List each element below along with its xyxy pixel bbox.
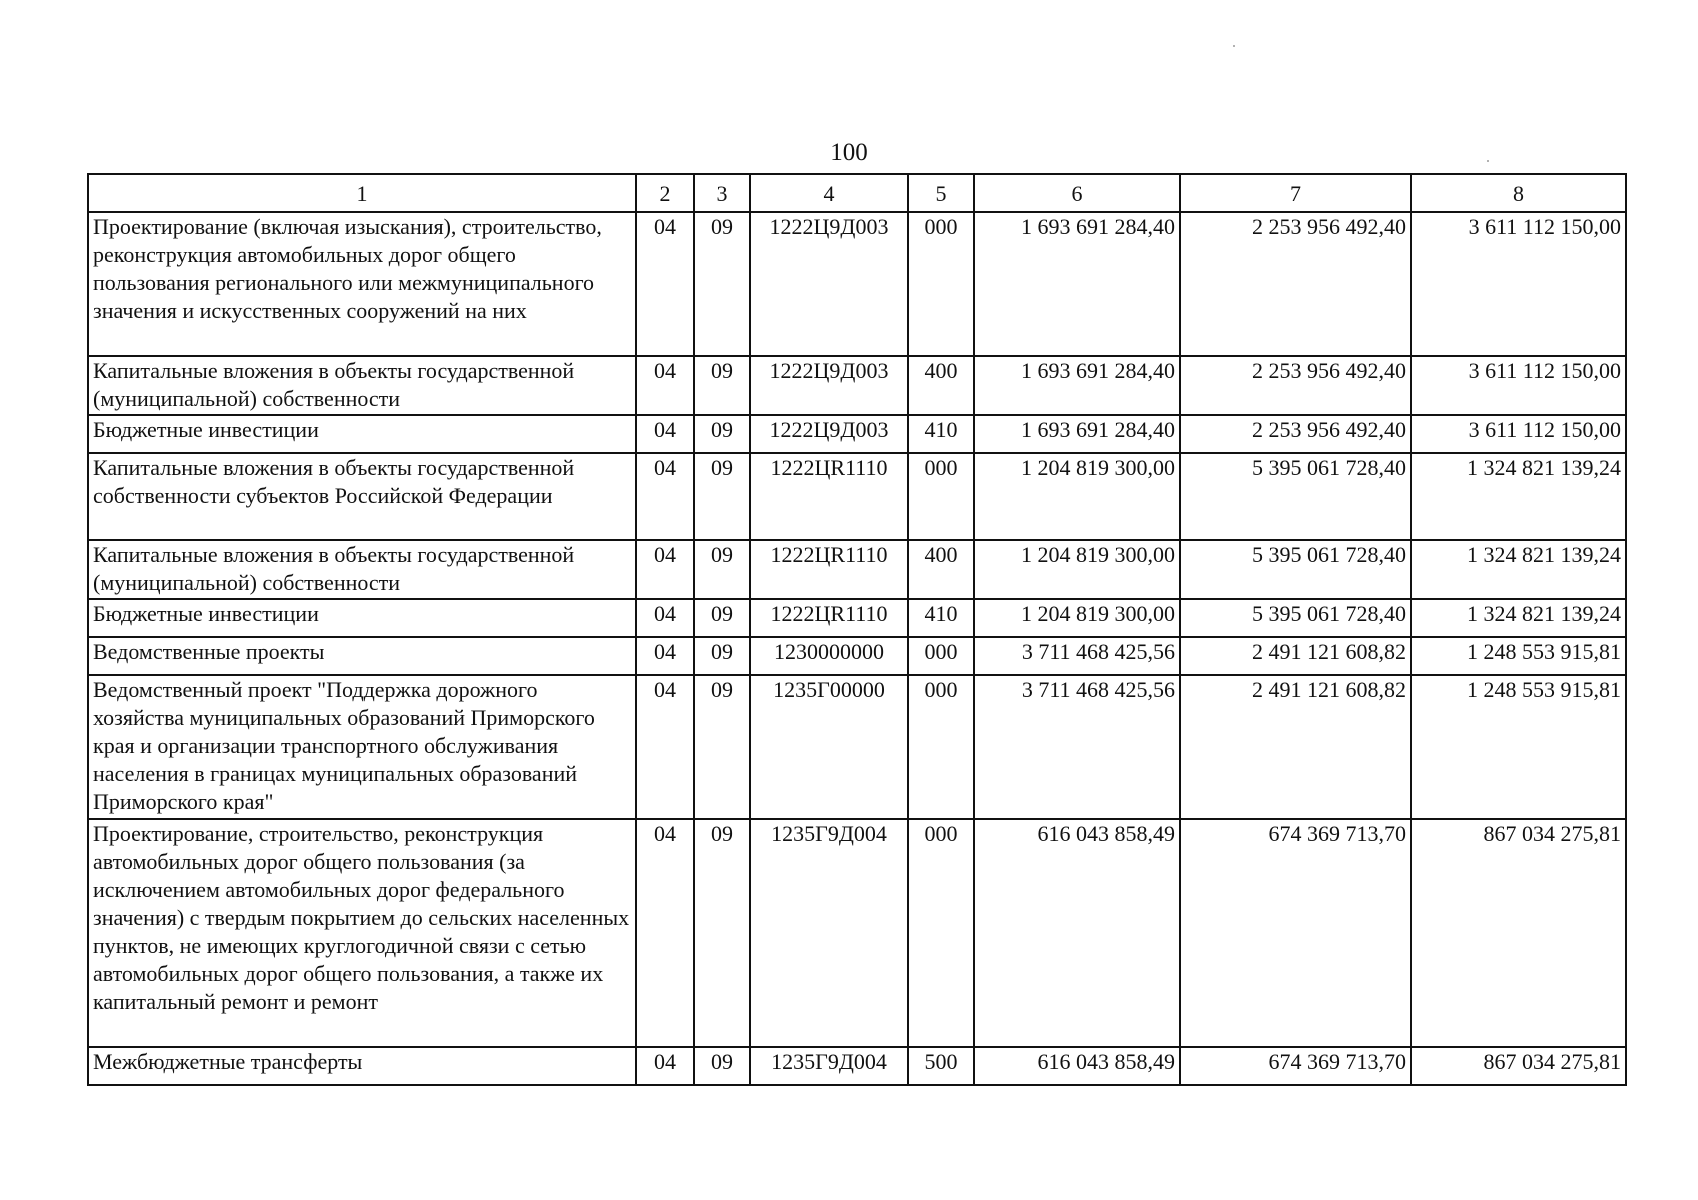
row-name: Проектирование, строительство, реконструкция автомобильных дорог общего пользования (за исключением автомобильных дорог федерального значения) с твердым покрытием до сельских населенных пунктов, не имеющих круглогодичной связи с сетью автомобильных дорог общего пользования, а также их капитальный ремонт и ремонт xyxy=(88,819,636,1047)
row-amount-col6: 1 204 819 300,00 xyxy=(974,599,1180,637)
row-amount-col6: 1 693 691 284,40 xyxy=(974,356,1180,415)
row-amount-col8: 867 034 275,81 xyxy=(1411,819,1626,1047)
table-row xyxy=(88,453,1626,540)
table-row xyxy=(88,540,1626,599)
row-target-article-code: 1230000000 xyxy=(750,637,908,675)
column-header-3: 3 xyxy=(694,174,750,212)
row-amount-col7: 674 369 713,70 xyxy=(1180,1047,1411,1085)
row-amount-col8: 1 248 553 915,81 xyxy=(1411,637,1626,675)
row-amount-col6: 1 204 819 300,00 xyxy=(974,540,1180,599)
table-row xyxy=(88,1047,1626,1085)
scan-speck xyxy=(1487,160,1489,162)
row-target-article-code: 1222ЦR1110 xyxy=(750,453,908,540)
row-subsection-code: 09 xyxy=(694,453,750,540)
row-expense-type-code: 400 xyxy=(908,540,974,599)
row-expense-type-code: 000 xyxy=(908,453,974,540)
scan-speck xyxy=(1233,45,1235,47)
row-subsection-code: 09 xyxy=(694,637,750,675)
row-amount-col8: 3 611 112 150,00 xyxy=(1411,415,1626,453)
row-amount-col7: 674 369 713,70 xyxy=(1180,819,1411,1047)
page-number: 100 xyxy=(830,139,868,166)
row-section-code: 04 xyxy=(636,453,694,540)
row-name: Межбюджетные трансферты xyxy=(88,1047,636,1085)
row-amount-col8: 1 324 821 139,24 xyxy=(1411,599,1626,637)
row-target-article-code: 1222Ц9Д003 xyxy=(750,356,908,415)
row-section-code: 04 xyxy=(636,1047,694,1085)
row-expense-type-code: 000 xyxy=(908,819,974,1047)
row-subsection-code: 09 xyxy=(694,212,750,356)
row-amount-col8: 1 324 821 139,24 xyxy=(1411,453,1626,540)
row-amount-col6: 3 711 468 425,56 xyxy=(974,637,1180,675)
row-section-code: 04 xyxy=(636,356,694,415)
table-row xyxy=(88,356,1626,415)
row-section-code: 04 xyxy=(636,637,694,675)
row-target-article-code: 1235Г9Д004 xyxy=(750,1047,908,1085)
table-row xyxy=(88,819,1626,1047)
column-header-4: 4 xyxy=(750,174,908,212)
row-amount-col6: 1 204 819 300,00 xyxy=(974,453,1180,540)
row-amount-col8: 3 611 112 150,00 xyxy=(1411,212,1626,356)
row-section-code: 04 xyxy=(636,415,694,453)
row-subsection-code: 09 xyxy=(694,1047,750,1085)
row-expense-type-code: 500 xyxy=(908,1047,974,1085)
row-target-article-code: 1235Г00000 xyxy=(750,675,908,819)
row-amount-col7: 2 253 956 492,40 xyxy=(1180,212,1411,356)
row-name: Проектирование (включая изыскания), строительство, реконструкция автомобильных дорог общего пользования регионального или межмуниципального значения и искусственных сооружений на них xyxy=(88,212,636,356)
row-subsection-code: 09 xyxy=(694,540,750,599)
row-subsection-code: 09 xyxy=(694,415,750,453)
row-section-code: 04 xyxy=(636,540,694,599)
row-name: Капитальные вложения в объекты государственной (муниципальной) собственности xyxy=(88,356,636,415)
table-row xyxy=(88,415,1626,453)
row-amount-col7: 2 491 121 608,82 xyxy=(1180,637,1411,675)
row-amount-col6: 3 711 468 425,56 xyxy=(974,675,1180,819)
column-header-8: 8 xyxy=(1411,174,1626,212)
column-header-2: 2 xyxy=(636,174,694,212)
row-expense-type-code: 000 xyxy=(908,675,974,819)
table-row xyxy=(88,637,1626,675)
row-subsection-code: 09 xyxy=(694,675,750,819)
table-row xyxy=(88,599,1626,637)
row-section-code: 04 xyxy=(636,819,694,1047)
row-expense-type-code: 410 xyxy=(908,415,974,453)
row-expense-type-code: 000 xyxy=(908,637,974,675)
row-name: Ведомственный проект "Поддержка дорожного хозяйства муниципальных образований Приморского края и организации транспортного обслуживания населения в границах муниципальных образований Приморского края" xyxy=(88,675,636,819)
table-row xyxy=(88,675,1626,819)
row-expense-type-code: 000 xyxy=(908,212,974,356)
row-amount-col8: 1 248 553 915,81 xyxy=(1411,675,1626,819)
row-target-article-code: 1222Ц9Д003 xyxy=(750,212,908,356)
column-header-1: 1 xyxy=(88,174,636,212)
column-number-header-row xyxy=(88,174,1626,212)
row-section-code: 04 xyxy=(636,212,694,356)
row-amount-col7: 2 491 121 608,82 xyxy=(1180,675,1411,819)
row-name: Капитальные вложения в объекты государственной собственности субъектов Российской Федерации xyxy=(88,453,636,540)
row-amount-col8: 3 611 112 150,00 xyxy=(1411,356,1626,415)
row-target-article-code: 1222Ц9Д003 xyxy=(750,415,908,453)
row-amount-col6: 616 043 858,49 xyxy=(974,1047,1180,1085)
row-target-article-code: 1235Г9Д004 xyxy=(750,819,908,1047)
row-subsection-code: 09 xyxy=(694,356,750,415)
column-header-5: 5 xyxy=(908,174,974,212)
row-amount-col7: 5 395 061 728,40 xyxy=(1180,540,1411,599)
row-subsection-code: 09 xyxy=(694,819,750,1047)
row-subsection-code: 09 xyxy=(694,599,750,637)
row-name: Капитальные вложения в объекты государственной (муниципальной) собственности xyxy=(88,540,636,599)
row-amount-col6: 616 043 858,49 xyxy=(974,819,1180,1047)
row-amount-col7: 2 253 956 492,40 xyxy=(1180,415,1411,453)
row-amount-col7: 5 395 061 728,40 xyxy=(1180,599,1411,637)
column-header-6: 6 xyxy=(974,174,1180,212)
row-expense-type-code: 400 xyxy=(908,356,974,415)
budget-table xyxy=(87,173,1627,1086)
row-section-code: 04 xyxy=(636,675,694,819)
row-amount-col7: 5 395 061 728,40 xyxy=(1180,453,1411,540)
row-expense-type-code: 410 xyxy=(908,599,974,637)
row-amount-col8: 1 324 821 139,24 xyxy=(1411,540,1626,599)
row-name: Бюджетные инвестиции xyxy=(88,599,636,637)
row-amount-col8: 867 034 275,81 xyxy=(1411,1047,1626,1085)
table-row xyxy=(88,212,1626,356)
row-target-article-code: 1222ЦR1110 xyxy=(750,540,908,599)
row-name: Ведомственные проекты xyxy=(88,637,636,675)
row-section-code: 04 xyxy=(636,599,694,637)
row-name: Бюджетные инвестиции xyxy=(88,415,636,453)
row-amount-col7: 2 253 956 492,40 xyxy=(1180,356,1411,415)
row-amount-col6: 1 693 691 284,40 xyxy=(974,415,1180,453)
column-header-7: 7 xyxy=(1180,174,1411,212)
row-target-article-code: 1222ЦR1110 xyxy=(750,599,908,637)
row-amount-col6: 1 693 691 284,40 xyxy=(974,212,1180,356)
